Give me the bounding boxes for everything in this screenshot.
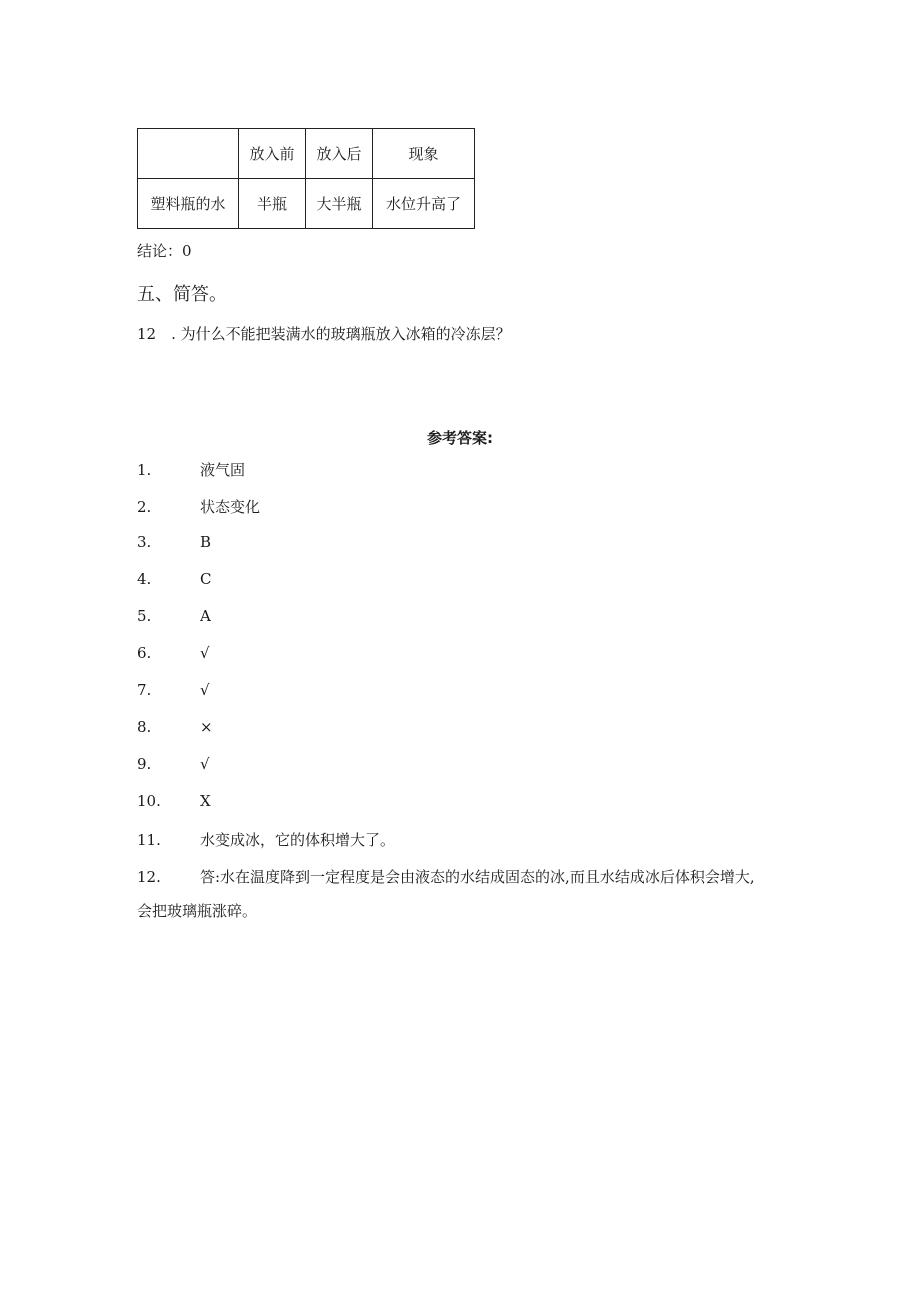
conclusion-text: 结论：0 bbox=[137, 242, 192, 260]
answer-number: 9. bbox=[137, 755, 152, 773]
answer-text: 液气固 bbox=[200, 461, 246, 479]
answer-text: C bbox=[200, 570, 212, 588]
table-header-cell: 放入前 bbox=[239, 129, 306, 179]
answer-text: √ bbox=[200, 644, 210, 662]
answer-item bbox=[137, 829, 395, 850]
table-row bbox=[138, 179, 475, 229]
answer-item bbox=[137, 496, 260, 517]
answer-item bbox=[137, 755, 210, 773]
answer-number: 1. bbox=[137, 461, 152, 479]
answer-item bbox=[137, 459, 245, 480]
question-text: 12 . 为什么不能把装满水的玻璃瓶放入冰箱的冷冻层？ bbox=[137, 325, 511, 343]
answers-title: 参考答案: bbox=[427, 429, 493, 447]
answer-item bbox=[137, 644, 210, 662]
table-header-cell: 放入后 bbox=[306, 129, 373, 179]
answer-number: 12. bbox=[137, 868, 161, 886]
answer-text: A bbox=[200, 607, 211, 625]
answer-number: 4. bbox=[137, 570, 152, 588]
answer-text: B bbox=[200, 533, 212, 551]
answer-item bbox=[137, 607, 211, 625]
answer-item bbox=[137, 570, 211, 588]
table-cell: 水位升高了 bbox=[373, 179, 475, 229]
answer-item bbox=[137, 792, 211, 810]
table-cell: 半瓶 bbox=[239, 179, 306, 229]
answer-number: 11. bbox=[137, 831, 161, 849]
answer-item bbox=[137, 718, 213, 736]
table-header-row bbox=[138, 129, 475, 179]
answer-text: 水变成冰，它的体积增大了。 bbox=[200, 831, 396, 849]
answer-text: × bbox=[200, 718, 213, 736]
experiment-table bbox=[137, 128, 475, 229]
answer-item bbox=[137, 533, 211, 551]
answer-number: 2. bbox=[137, 498, 152, 516]
answer-text: √ bbox=[200, 755, 210, 773]
answer-text: X bbox=[200, 792, 211, 810]
answer-number: 7. bbox=[137, 681, 152, 699]
answer-number: 3. bbox=[137, 533, 152, 551]
table-cell: 塑料瓶的水 bbox=[138, 179, 239, 229]
answer-text: √ bbox=[200, 681, 210, 699]
answer-text: 状态变化 bbox=[200, 498, 261, 516]
table-cell: 大半瓶 bbox=[306, 179, 373, 229]
answer-number: 6. bbox=[137, 644, 152, 662]
answer-item bbox=[137, 681, 210, 699]
answer-number: 5. bbox=[137, 607, 152, 625]
answer-item bbox=[137, 866, 755, 887]
section-title: 五、简答。 bbox=[137, 284, 227, 305]
answer-number: 8. bbox=[137, 718, 152, 736]
table-header-cell: 现象 bbox=[373, 129, 475, 179]
answer-continuation: 会把玻璃瓶涨碎。 bbox=[137, 902, 258, 920]
answer-text: 答:水在温度降到一定程度是会由液态的水结成固态的冰,而且水结成冰后体积会增大, bbox=[200, 868, 755, 886]
answer-number: 10. bbox=[137, 792, 161, 810]
table-header-cell bbox=[138, 129, 239, 179]
